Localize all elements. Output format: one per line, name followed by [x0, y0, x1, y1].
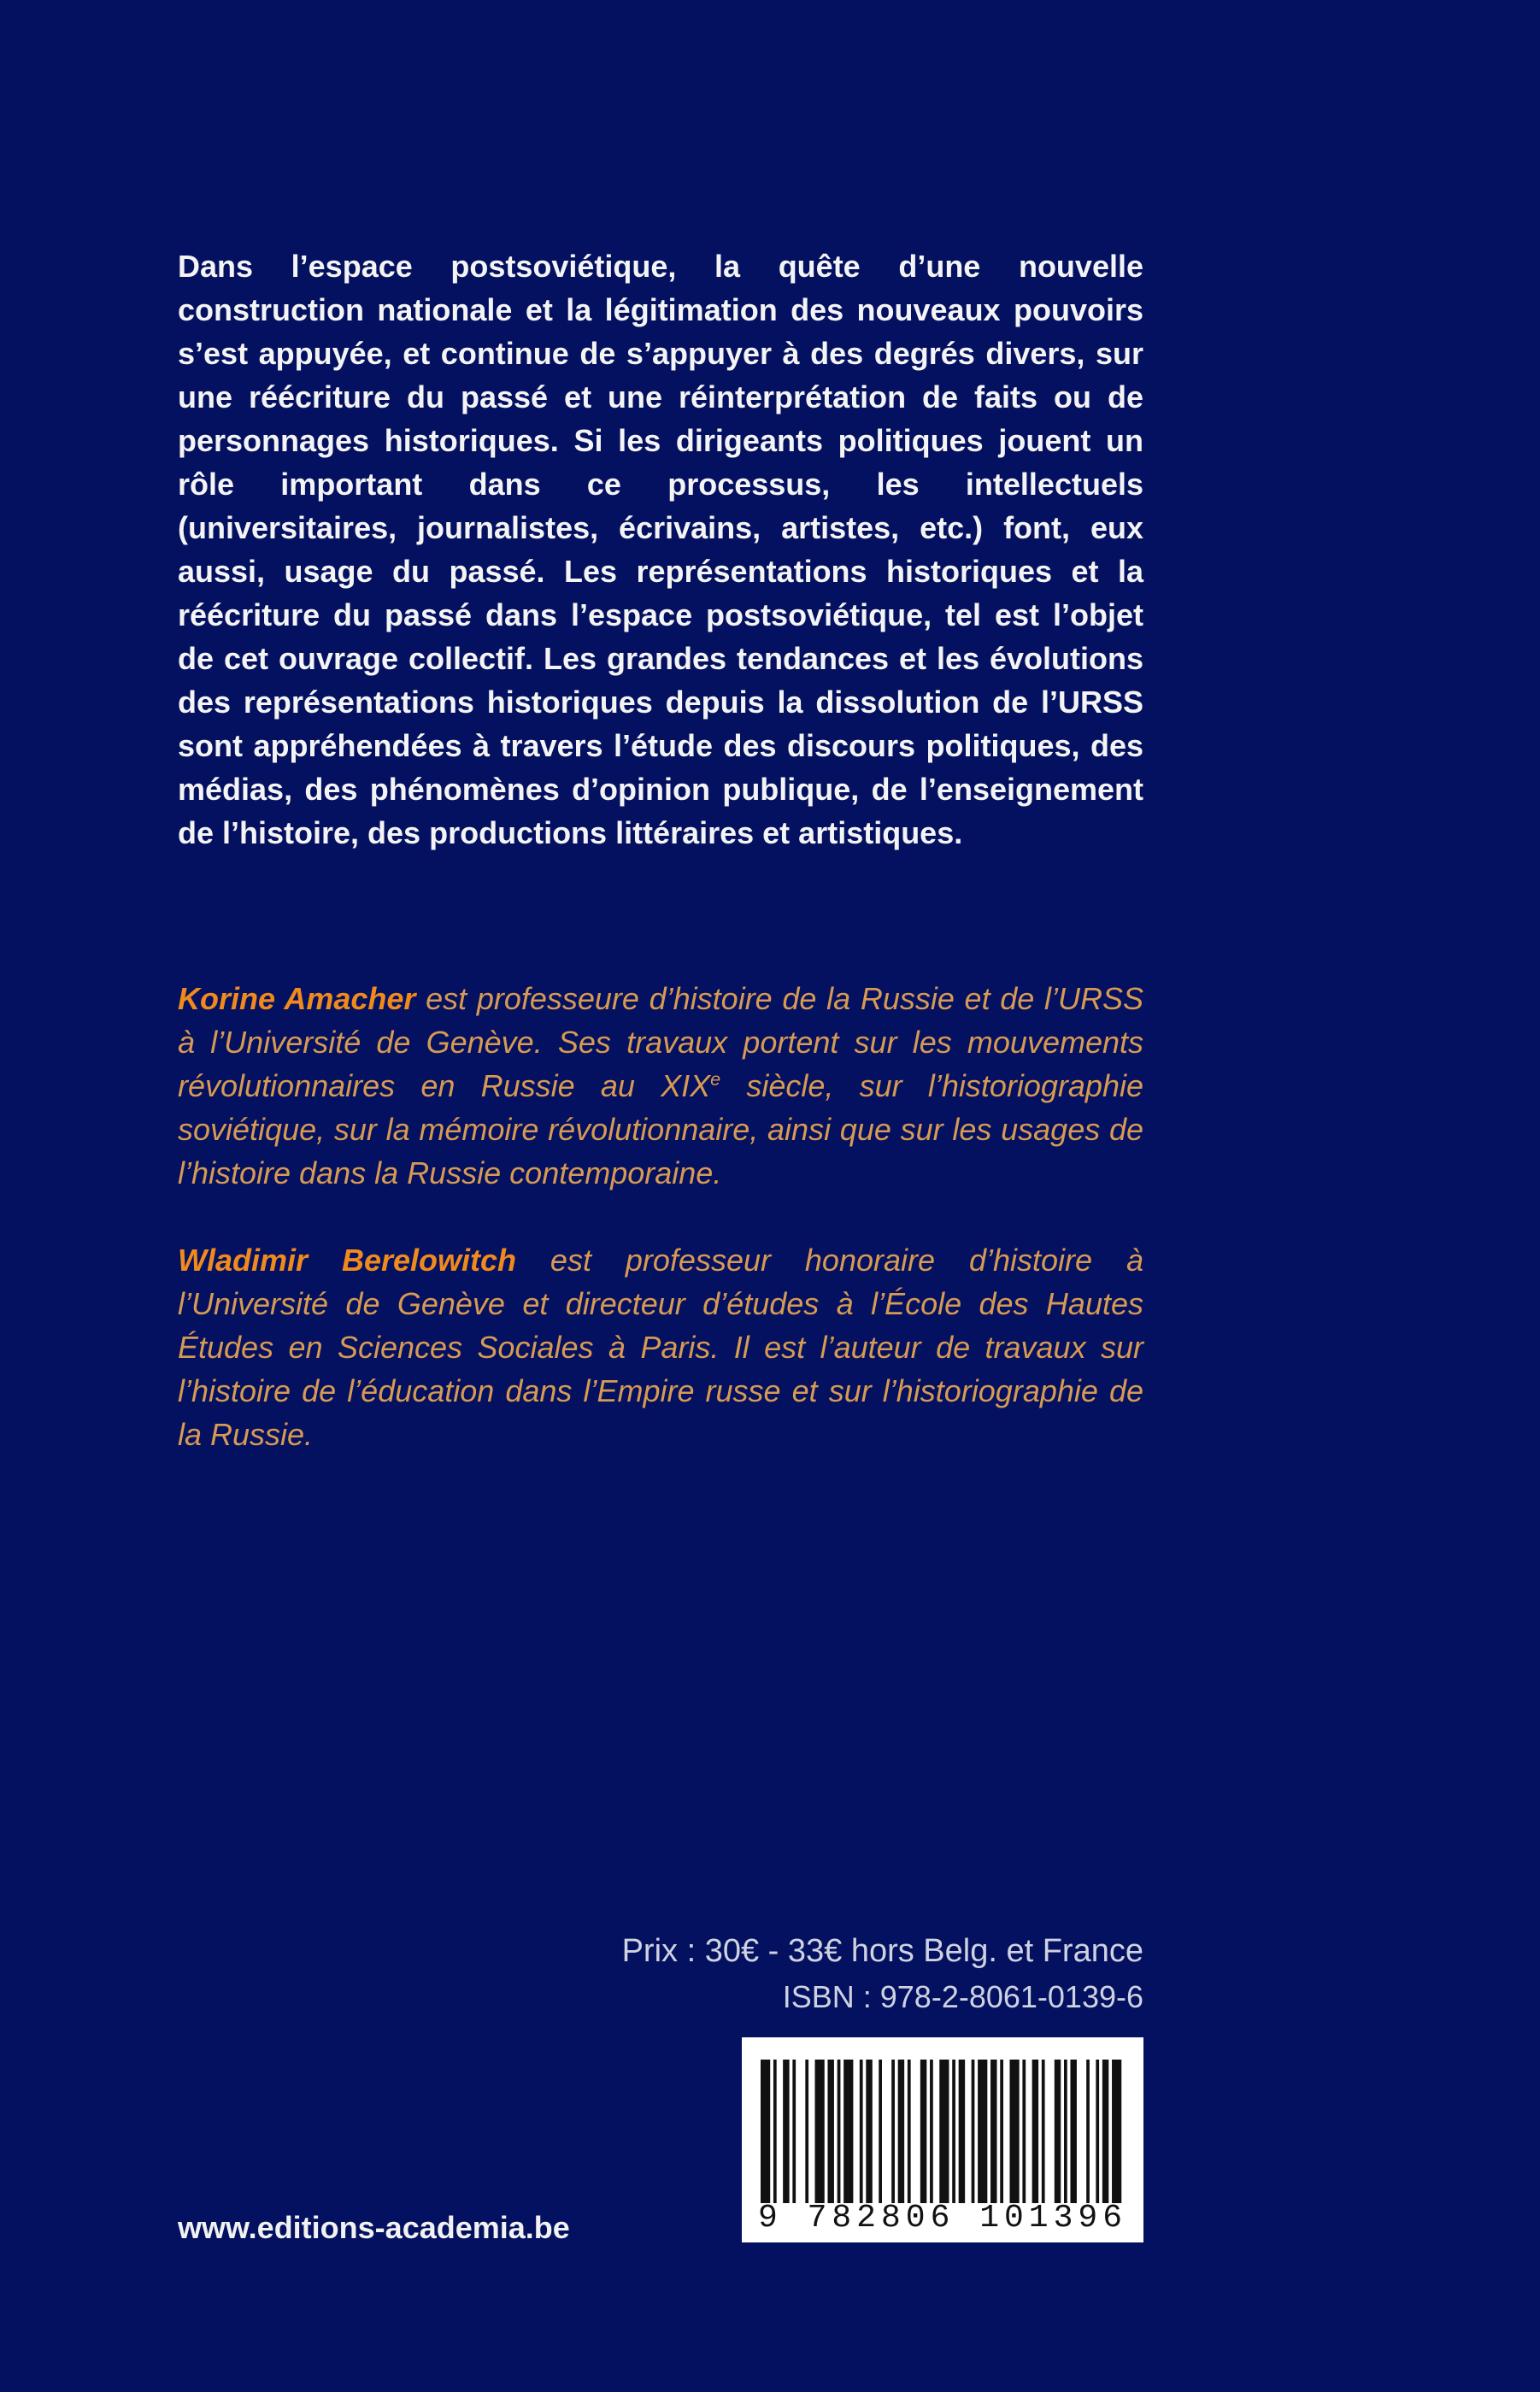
author-bio-text: est professeure d’histoire de la Russie et de l’URSS à l’Université de Genève. Ses travaux portent sur les mouvements révolutionnaires en Russie au XIX	[178, 981, 1143, 1103]
barcode-bar	[1000, 2060, 1003, 2203]
author-name-amacher: Korine Amacher	[178, 981, 416, 1016]
author-bio-text: est professeur honoraire d’histoire à l’Université de Genève et directeur d’études à l’École des Hautes Études en Sciences Sociales à Paris. Il est l’auteur de travaux sur l’histoire de l’éducation dans l’Empire russe et sur l’historiographie de la Russie.	[178, 1243, 1143, 1452]
barcode-bar	[815, 2060, 825, 2203]
barcode-bar	[1102, 2060, 1108, 2203]
barcode-bar	[761, 2060, 770, 2203]
barcode-bar	[978, 2060, 987, 2203]
barcode-digits: 9 782806 101396	[757, 2200, 1128, 2236]
barcode-bar	[972, 2060, 975, 2203]
barcode-bar	[1096, 2060, 1099, 2203]
barcode-bar	[879, 2060, 882, 2203]
barcode-bar	[990, 2060, 996, 2203]
barcode-bar	[898, 2060, 904, 2203]
barcode-bar	[939, 2060, 949, 2203]
barcode-bar	[783, 2060, 789, 2203]
barcode-bars	[761, 2060, 1125, 2203]
barcode-bar	[1070, 2060, 1076, 2203]
barcode-bar	[805, 2060, 808, 2203]
barcode-bar	[792, 2060, 796, 2203]
barcode-bar	[838, 2060, 841, 2203]
book-summary: Dans l’espace postsoviétique, la quête d’une nouvelle construction nationale et la légitimation des nouveaux pouvoirs s’est appuyée, et continue de s’appuyer à des degrés divers, sur une réécriture du passé et une réinterprétation de faits ou de personnages historiques. Si les dirigeants politiques jouent un rôle important dans ce processus, les intellectuels (universitaires, journalistes, écrivains, artistes, etc.) font, eux aussi, usage du passé. Les représentations historiques et la réécriture du passé dans l’espace postsoviétique, tel est l’objet de cet ouvrage collectif. Les grandes tendances et les évolutions des représentations historiques depuis la dissolution de l’URSS sont appréhendées à travers l’étude des discours politiques, des médias, des phénomènes d’opinion publique, de l’enseignement de l’histoire, des productions littéraires et artistiques.	[178, 249, 1143, 850]
isbn-label: ISBN : 978-2-8061-0139-6	[782, 1979, 1143, 2014]
barcode-bar	[959, 2060, 965, 2203]
barcode-bar	[952, 2060, 955, 2203]
barcode-bar	[1064, 2060, 1067, 2203]
barcode-bar	[891, 2060, 895, 2203]
barcode-bar	[773, 2060, 777, 2203]
barcode-bar	[1032, 2060, 1038, 2203]
barcode-bar	[860, 2060, 863, 2203]
author-bio-berelowitch	[178, 1238, 1143, 1456]
barcode-bar	[1112, 2060, 1121, 2203]
barcode-bar	[1086, 2060, 1090, 2203]
barcode	[742, 2037, 1143, 2242]
barcode-bar	[843, 2060, 853, 2203]
barcode-bar	[908, 2060, 911, 2203]
barcode-bar	[930, 2060, 933, 2203]
barcode-bar	[920, 2060, 926, 2203]
price-label: Prix : 30€ - 33€ hors Belg. et France	[621, 1933, 1143, 1969]
barcode-bar	[866, 2060, 872, 2203]
barcode-bar	[1022, 2060, 1026, 2203]
author-bio-amacher	[178, 977, 1143, 1195]
author-bio-text-continued: siècle, sur l’historiographie soviétique, sur la mémoire révolutionnaire, ainsi que sur les usages de l’histoire dans la Russie contemporaine.	[178, 1068, 1143, 1190]
barcode-bar	[1042, 2060, 1045, 2203]
barcode-bar	[1009, 2060, 1019, 2203]
author-name-berelowitch: Wladimir Berelowitch	[178, 1243, 516, 1278]
publisher-website: www.editions-academia.be	[178, 2210, 570, 2245]
century-superscript: e	[710, 1068, 721, 1090]
barcode-bar	[1055, 2060, 1061, 2203]
barcode-bar	[827, 2060, 833, 2203]
